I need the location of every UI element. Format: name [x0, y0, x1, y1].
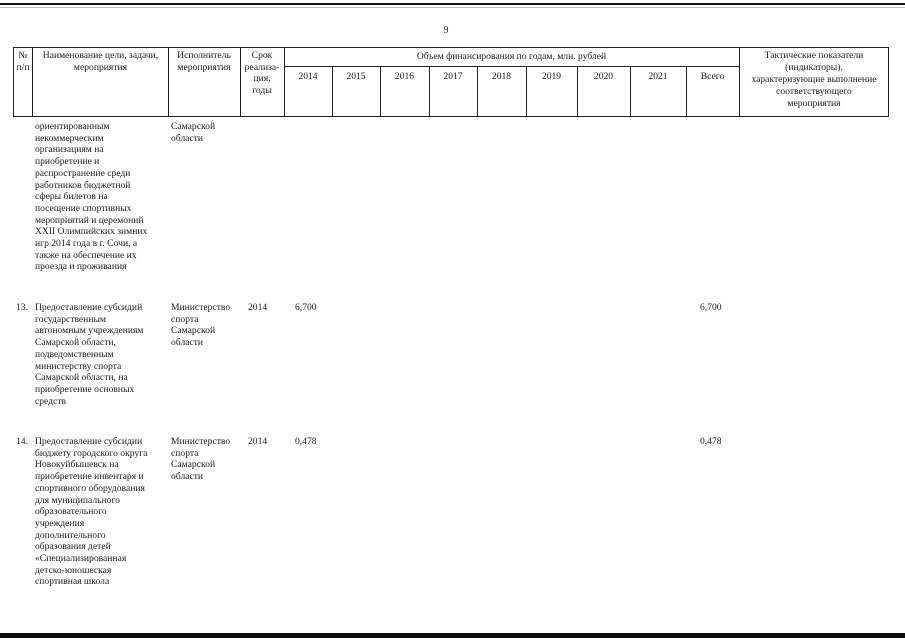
row-name: Предоставление субсидий государственным автономным учреждениям Самарской области, подведомственным министерству спорта Самарской области, на приобретение основных средств	[35, 302, 144, 407]
header-bottom-line	[13, 116, 889, 117]
header-year-2020: 2020	[593, 71, 614, 82]
header-year-2021: 2021	[648, 71, 668, 82]
header-indicators: Тактические показатели (индикаторы), характеризующие выполнение соответствующего мероприятия	[751, 50, 877, 109]
header-year-2014: 2014	[298, 71, 318, 82]
header-funding: Объем финансирования по годам, млн. рублей	[416, 51, 607, 62]
header-year-2016: 2016	[394, 71, 415, 82]
row-total: 6,700	[700, 302, 722, 313]
row-total: 0,478	[700, 436, 722, 447]
row-executor: Министерство спорта Самарской области	[171, 436, 231, 483]
header-year-2017: 2017	[443, 71, 463, 82]
header-term: Срок реализа- ция, годы	[244, 50, 280, 97]
row-number: 14.	[16, 436, 28, 447]
row-value-2014: 6,700	[295, 302, 317, 313]
header-executor: Исполнитель мероприятия	[177, 50, 231, 73]
row-term: 2014	[248, 302, 268, 313]
bottom-border-line	[0, 633, 905, 638]
top-border-shadow	[0, 7, 905, 8]
header-years-line	[284, 66, 739, 67]
top-border-line	[0, 3, 905, 5]
row-executor: Самарской области	[171, 121, 216, 144]
row-name: ориентированным некоммерческим организациям на приобретение и распространение среди работников бюджетной сферы билетов на посещение спортивных мероприятий и церемоний XXII Олимпийских зимних игр 2014 года в г. Сочи, а также на обеспечение их проезда и проживания	[35, 121, 148, 273]
row-term: 2014	[248, 436, 268, 447]
row-number: 13.	[16, 302, 28, 313]
page-number: 9	[443, 25, 449, 36]
row-executor: Министерство спорта Самарской области	[171, 302, 231, 349]
header-total: Всего	[700, 71, 725, 82]
header-top-line	[13, 47, 889, 48]
header-year-2018: 2018	[491, 71, 512, 82]
row-value-2014: 0,478	[295, 436, 317, 447]
row-name: Предоставление субсидии бюджету городского округа Новокуйбышевск на приобретение инвентаря и спортивного оборудования для муниципального образовательного учреждения дополнительного образования детей «Специализированная детско-юношеская спортивная школа	[35, 436, 148, 588]
header-year-2019: 2019	[541, 71, 562, 82]
header-no: № п/п	[16, 50, 30, 73]
header-name: Наименование цели, задачи, мероприятия	[42, 50, 159, 73]
header-year-2015: 2015	[346, 71, 366, 82]
